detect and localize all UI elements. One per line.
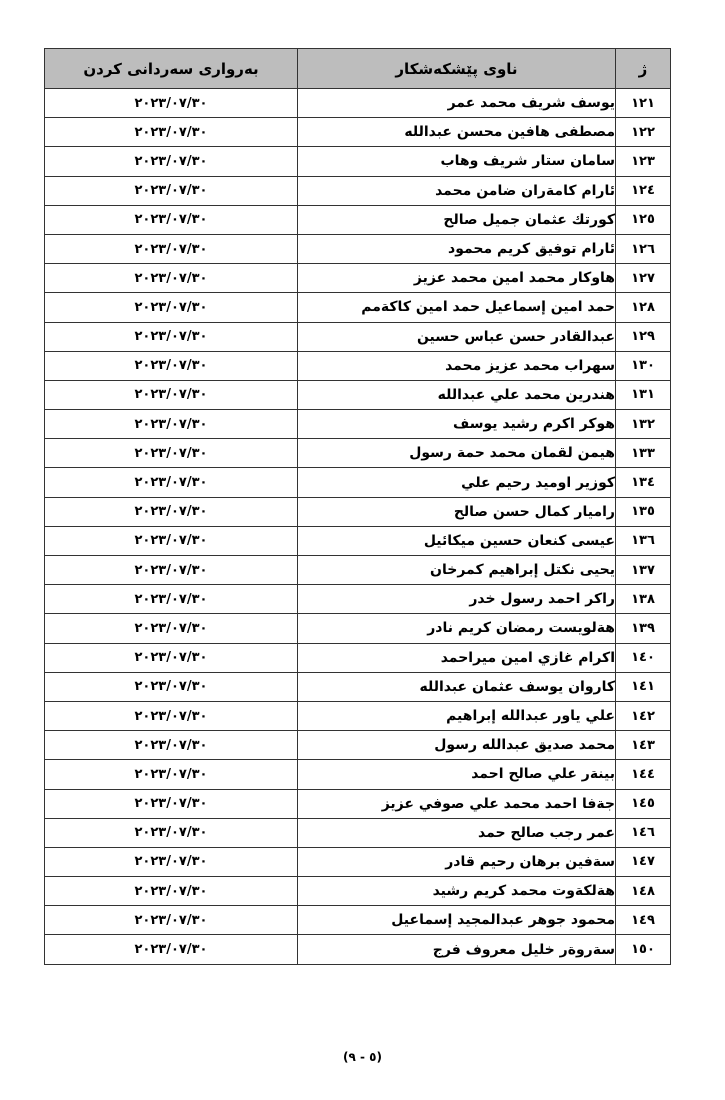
table-row [45,293,671,322]
row-number: ١٣١ [616,380,671,409]
row-name: سهراب محمد عزيز محمد [298,351,616,380]
row-number: ١٣٠ [616,351,671,380]
row-name: محمود جوهر عبدالمجيد إسماعيل [298,906,616,935]
row-date: ٢٠٢٣/٠٧/٣٠ [45,147,298,176]
row-date: ٢٠٢٣/٠٧/٣٠ [45,118,298,147]
row-date: ٢٠٢٣/٠٧/٣٠ [45,789,298,818]
table-row [45,760,671,789]
row-date: ٢٠٢٣/٠٧/٣٠ [45,526,298,555]
row-date: ٢٠٢٣/٠٧/٣٠ [45,497,298,526]
table-row [45,410,671,439]
table-row [45,439,671,468]
table-row [45,877,671,906]
row-date: ٢٠٢٣/٠٧/٣٠ [45,556,298,585]
row-number: ١٤٦ [616,818,671,847]
row-number: ١٣٨ [616,585,671,614]
table-row [45,205,671,234]
row-name: جةفا احمد محمد علي صوفي عزيز [298,789,616,818]
table-row [45,526,671,555]
row-number: ١٤٥ [616,789,671,818]
row-name: سةفين برهان رحيم قادر [298,847,616,876]
row-name: هندرين محمد علي عبدالله [298,380,616,409]
row-date: ٢٠٢٣/٠٧/٣٠ [45,760,298,789]
row-name: مصطفى هافين محسن عبدالله [298,118,616,147]
row-number: ١٢٧ [616,264,671,293]
row-name: اكرام غازي امين ميراحمد [298,643,616,672]
table-row [45,380,671,409]
row-number: ١٤٩ [616,906,671,935]
row-number: ١٣٩ [616,614,671,643]
row-number: ١٣٥ [616,497,671,526]
row-number: ١٣٢ [616,410,671,439]
row-name: بينةر علي صالح احمد [298,760,616,789]
table-row [45,789,671,818]
row-number: ١٢٩ [616,322,671,351]
table-body [45,89,671,965]
table-row [45,351,671,380]
row-name: سامان ستار شريف وهاب [298,147,616,176]
row-date: ٢٠٢٣/٠٧/٣٠ [45,234,298,263]
row-date: ٢٠٢٣/٠٧/٣٠ [45,264,298,293]
row-name: هاوكار محمد امين محمد عزيز [298,264,616,293]
row-number: ١٤٨ [616,877,671,906]
table-header [45,49,671,89]
row-number: ١٤٢ [616,701,671,730]
header-name: ناوی پێشکەشکار [298,49,616,89]
row-date: ٢٠٢٣/٠٧/٣٠ [45,701,298,730]
table-row [45,89,671,118]
row-date: ٢٠٢٣/٠٧/٣٠ [45,322,298,351]
table-row [45,643,671,672]
row-name: كورتك عثمان جميل صالح [298,205,616,234]
table-row [45,556,671,585]
row-date: ٢٠٢٣/٠٧/٣٠ [45,89,298,118]
table-row [45,672,671,701]
table-row [45,585,671,614]
table-row [45,147,671,176]
row-number: ١٤٠ [616,643,671,672]
row-date: ٢٠٢٣/٠٧/٣٠ [45,672,298,701]
row-number: ١٣٦ [616,526,671,555]
row-name: حمد امين إسماعيل حمد امين كاكةمم [298,293,616,322]
row-name: ئارام توفيق كريم محمود [298,234,616,263]
row-number: ١٣٤ [616,468,671,497]
table-row [45,935,671,964]
row-date: ٢٠٢٣/٠٧/٣٠ [45,847,298,876]
row-date: ٢٠٢٣/٠٧/٣٠ [45,643,298,672]
row-name: راكر احمد رسول خدر [298,585,616,614]
table-row [45,614,671,643]
row-number: ١٤٤ [616,760,671,789]
row-number: ١٢١ [616,89,671,118]
row-date: ٢٠٢٣/٠٧/٣٠ [45,176,298,205]
row-name: ئارام كامةران ضامن محمد [298,176,616,205]
row-number: ١٢٢ [616,118,671,147]
row-number: ١٤٣ [616,731,671,760]
table-row [45,701,671,730]
row-date: ٢٠٢٣/٠٧/٣٠ [45,380,298,409]
row-date: ٢٠٢٣/٠٧/٣٠ [45,585,298,614]
roster-table [44,48,671,965]
row-number: ١٤١ [616,672,671,701]
row-date: ٢٠٢٣/٠٧/٣٠ [45,614,298,643]
row-date: ٢٠٢٣/٠٧/٣٠ [45,439,298,468]
row-name: كاروان يوسف عثمان عبدالله [298,672,616,701]
table-row [45,176,671,205]
row-name: هوكر اكرم رشيد يوسف [298,410,616,439]
row-date: ٢٠٢٣/٠٧/٣٠ [45,468,298,497]
row-name: راميار كمال حسن صالح [298,497,616,526]
row-name: هيمن لقمان محمد حمة رسول [298,439,616,468]
row-number: ١٢٣ [616,147,671,176]
table-row [45,468,671,497]
row-name: هةلكةوت محمد كريم رشيد [298,877,616,906]
row-number: ١٢٨ [616,293,671,322]
table-row [45,264,671,293]
row-date: ٢٠٢٣/٠٧/٣٠ [45,293,298,322]
row-name: سةروةر خليل معروف فرج [298,935,616,964]
table-row [45,322,671,351]
table-row [45,118,671,147]
row-date: ٢٠٢٣/٠٧/٣٠ [45,906,298,935]
roster-sheet [44,48,670,965]
row-name: عيسى كنعان حسين ميكائيل [298,526,616,555]
row-number: ١٣٣ [616,439,671,468]
row-name: عمر رجب صالح حمد [298,818,616,847]
row-date: ٢٠٢٣/٠٧/٣٠ [45,731,298,760]
header-number: ژ [616,49,671,89]
table-row [45,818,671,847]
row-name: هةلويست رمضان كريم نادر [298,614,616,643]
row-date: ٢٠٢٣/٠٧/٣٠ [45,205,298,234]
table-row [45,234,671,263]
row-name: كوزير اوميد رحيم علي [298,468,616,497]
table-row [45,497,671,526]
row-date: ٢٠٢٣/٠٧/٣٠ [45,410,298,439]
row-number: ١٤٧ [616,847,671,876]
row-number: ١٥٠ [616,935,671,964]
header-date: بەرواری سەردانی کردن [45,49,298,89]
row-name: عبدالقادر حسن عباس حسين [298,322,616,351]
row-name: يحيى نكتل إبراهيم كمرخان [298,556,616,585]
page-number: (٥ - ٩) [343,1050,382,1064]
row-number: ١٢٦ [616,234,671,263]
row-name: علي ياور عبدالله إبراهيم [298,701,616,730]
row-name: محمد صديق عبدالله رسول [298,731,616,760]
table-row [45,731,671,760]
table-row [45,847,671,876]
table-row [45,906,671,935]
header-row [45,49,671,89]
row-number: ١٣٧ [616,556,671,585]
row-number: ١٢٥ [616,205,671,234]
row-name: يوسف شريف محمد عمر [298,89,616,118]
row-date: ٢٠٢٣/٠٧/٣٠ [45,818,298,847]
row-date: ٢٠٢٣/٠٧/٣٠ [45,935,298,964]
row-number: ١٢٤ [616,176,671,205]
row-date: ٢٠٢٣/٠٧/٣٠ [45,877,298,906]
row-date: ٢٠٢٣/٠٧/٣٠ [45,351,298,380]
